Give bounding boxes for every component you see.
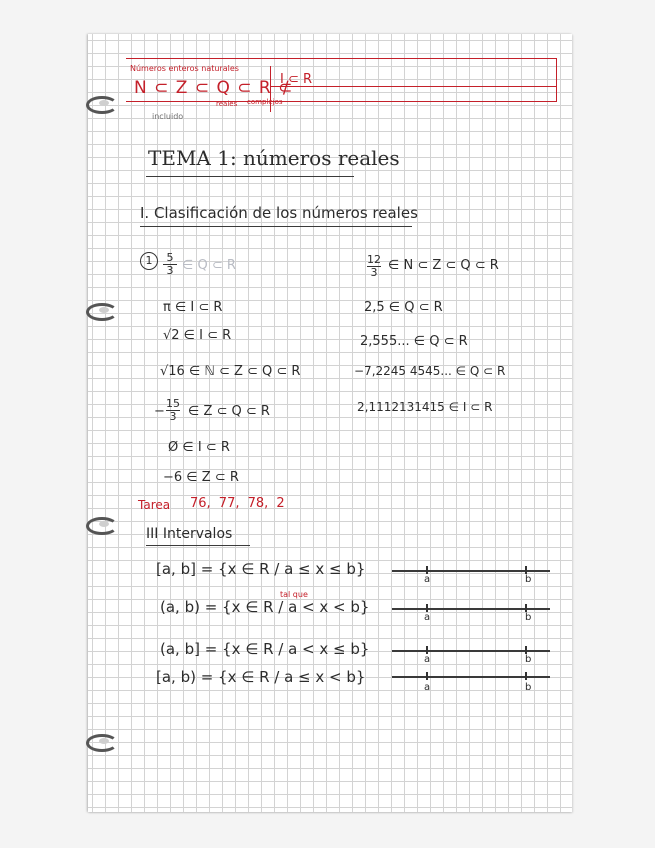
left-item-4: √16 ∈ ℕ ⊂ Z ⊂ Q ⊂ R (160, 364, 301, 379)
header-divider-line (270, 86, 556, 87)
tarea-items: 76, 77, 78, 2 (190, 496, 285, 511)
endpoint-b (525, 566, 527, 574)
label-b: b (525, 682, 532, 693)
section-heading-clasificacion: I. Clasificación de los números reales (140, 204, 418, 222)
label-a: a (424, 612, 431, 623)
endpoint-b (525, 604, 527, 612)
label-b: b (525, 574, 532, 585)
interval-formula-1: [a, b] = {x ∈ R / a ≤ x ≤ b} (156, 560, 366, 578)
page-title: TEMA 1: números reales (148, 146, 400, 170)
right-item-5: 2,1112131415 ∈ I ⊂ R (357, 400, 493, 414)
endpoint-a (426, 672, 428, 680)
left-item-5-rest: ∈ Z ⊂ Q ⊂ R (188, 404, 270, 419)
exercise-number: 1 (140, 252, 158, 270)
right-item-4: −7,2245 4545... ∈ Q ⊂ R (354, 364, 506, 378)
right-item-1-rest: ∈ N ⊂ Z ⊂ Q ⊂ R (388, 258, 499, 273)
label-a: a (424, 574, 431, 585)
endpoint-a (426, 604, 428, 612)
label-reales: reales (216, 100, 238, 108)
note-tal-que: tal que (280, 590, 308, 599)
label-incluido: incluido (152, 112, 184, 121)
title-underline (146, 176, 354, 177)
left-item-1-rest: ∈ Q ⊂ R (182, 258, 236, 273)
interval-formula-2: (a, b) = {x ∈ R / a < x < b} (160, 598, 370, 616)
header-right-formula: I ⊂ R (280, 72, 313, 87)
right-item-3: 2,555... ∈ Q ⊂ R (360, 334, 468, 349)
binder-ring-icon (86, 734, 118, 752)
endpoint-b (525, 646, 527, 654)
label-a: a (424, 682, 431, 693)
binder-ring-icon (86, 517, 118, 535)
right-item-2: 2,5 ∈ Q ⊂ R (364, 300, 443, 315)
left-item-7: −6 ∈ Z ⊂ R (163, 470, 239, 485)
interval-formula-3: (a, b] = {x ∈ R / a < x ≤ b} (160, 640, 370, 658)
left-item-5-prefix: − (154, 404, 165, 419)
endpoint-a (426, 646, 428, 654)
binder-ring-icon (86, 303, 118, 321)
tarea-label: Tarea (138, 498, 171, 512)
fraction-5-3: 5 3 (163, 252, 177, 277)
label-b: b (525, 654, 532, 665)
binder-ring-icon (86, 96, 118, 114)
section-underline (140, 226, 412, 227)
section-heading-intervalos: III Intervalos (146, 526, 233, 542)
left-item-3: √2 ∈ I ⊂ R (163, 328, 232, 343)
label-complejos: complejos (247, 98, 283, 106)
label-a: a (424, 654, 431, 665)
header-annotation: Números enteros naturales (130, 64, 239, 73)
label-b: b (525, 612, 532, 623)
fraction-12-3: 12 3 (367, 253, 381, 279)
fraction-15-3: 15 3 (166, 397, 180, 423)
left-item-2: π ∈ I ⊂ R (163, 300, 223, 315)
endpoint-a (426, 566, 428, 574)
left-item-6: Ø ∈ I ⊂ R (168, 440, 230, 455)
endpoint-b (525, 672, 527, 680)
section-underline (146, 545, 250, 546)
set-chain: N ⊂ Z ⊂ Q ⊂ R ⊄ (134, 78, 294, 98)
interval-formula-4: [a, b) = {x ∈ R / a ≤ x < b} (156, 668, 366, 686)
